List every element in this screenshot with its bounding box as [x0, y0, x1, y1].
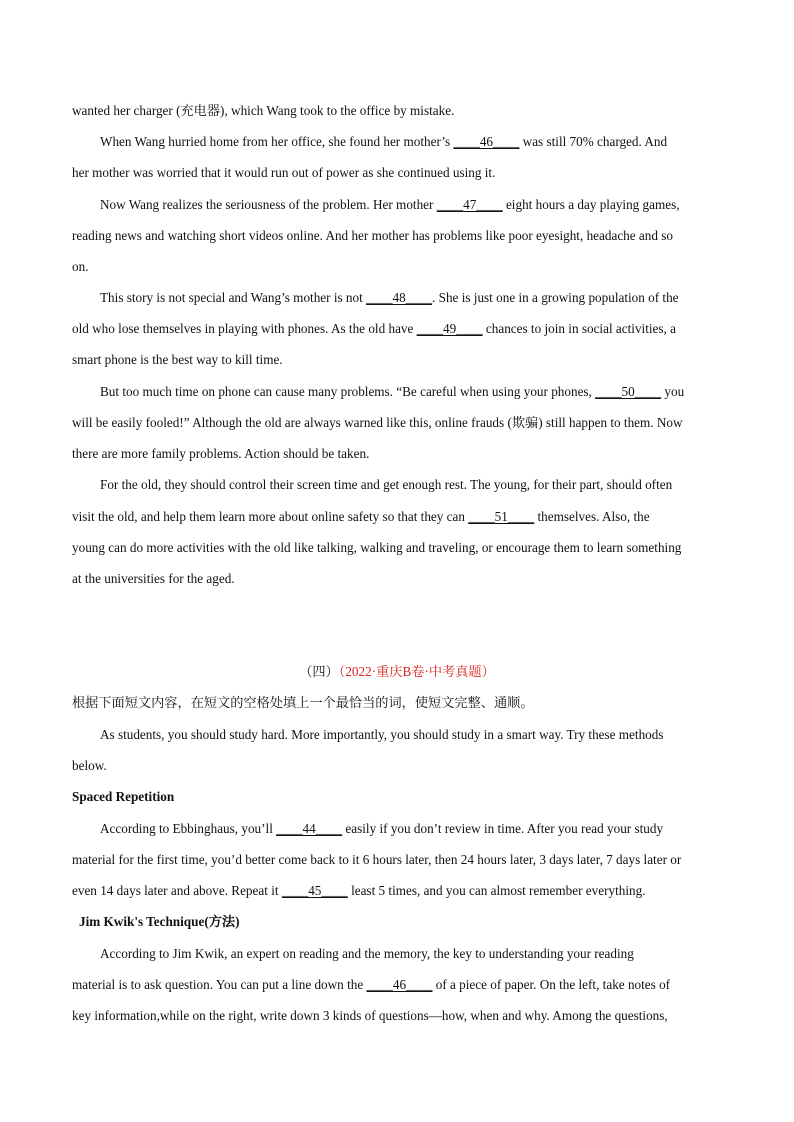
- blank-44[interactable]: ____44____: [276, 821, 343, 836]
- section-title: （四）（2022·重庆B卷·中考真题）: [299, 664, 495, 679]
- passage-line: her mother was worried that it would run out of power as she continued using it.: [72, 165, 496, 180]
- passage-line: As students, you should study hard. More importantly, you should study in a smart way. Try these methods: [100, 727, 664, 742]
- passage-line: will be easily fooled!” Although the old are always warned like this, online frauds (欺骗) still happen to them. Now: [72, 415, 683, 430]
- passage-line: below.: [72, 758, 107, 773]
- instruction: 根据下面短文内容，在短文的空格处填上一个最恰当的词，使短文完整、通顺。: [72, 695, 534, 710]
- passage-line: even 14 days later and above. Repeat it ____45____ least 5 times, and you can almost remember everything.: [72, 883, 646, 898]
- passage-line: But too much time on phone can cause many problems. “Be careful when using your phones, ____50____ you: [100, 384, 685, 399]
- passage-line: For the old, they should control their screen time and get enough rest. The young, for their part, should often: [100, 477, 673, 492]
- blank-45[interactable]: ____45____: [281, 883, 348, 898]
- passage-line: key information,while on the right, write down 3 kinds of questions—how, when and why. Among the questions,: [72, 1008, 668, 1023]
- blank-46[interactable]: ____46____: [453, 134, 520, 149]
- passage-line: smart phone is the best way to kill time.: [72, 352, 283, 367]
- heading-jim-kwik: Jim Kwik's Technique(方法): [79, 914, 240, 929]
- passage-line: visit the old, and help them learn more about online safety so that they can ____51____ themselves. Also, the: [72, 509, 650, 524]
- passage-line: on.: [72, 259, 89, 274]
- heading-spaced-repetition: Spaced Repetition: [72, 789, 175, 804]
- passage-line: This story is not special and Wang’s mother is not ____48____. She is just one in a growing population of the: [100, 290, 679, 305]
- passage-line: material for the first time, you’d better come back to it 6 hours later, then 24 hours later, 3 days later, 7 days later or: [72, 852, 682, 867]
- passage-line: When Wang hurried home from her office, she found her mother’s ____46____ was still 70% charged. And: [100, 134, 668, 149]
- passage-line: reading news and watching short videos online. And her mother has problems like poor eyesight, headache and so: [72, 228, 673, 243]
- blank-48[interactable]: ____48____: [366, 290, 433, 305]
- passage-line: According to Ebbinghaus, you’ll ____44____ easily if you don’t review in time. After you read your study: [100, 821, 664, 836]
- blank-51[interactable]: ____51____: [468, 509, 535, 524]
- blank-47[interactable]: ____47____: [436, 197, 503, 212]
- passage-line: wanted her charger (充电器), which Wang took to the office by mistake.: [72, 103, 455, 118]
- passage-line: young can do more activities with the old like talking, walking and traveling, or encourage them to learn something: [72, 540, 682, 555]
- passage-line: at the universities for the aged.: [72, 571, 235, 586]
- passage-line: According to Jim Kwik, an expert on reading and the memory, the key to understanding your reading: [100, 946, 634, 961]
- passage-line: old who lose themselves in playing with phones. As the old have ____49____ chances to join in social activities, a: [72, 321, 676, 336]
- passage-line: there are more family problems. Action should be taken.: [72, 446, 370, 461]
- passage-line: Now Wang realizes the seriousness of the problem. Her mother ____47____ eight hours a day playing games,: [100, 197, 680, 212]
- blank-46b[interactable]: ____46____: [366, 977, 433, 992]
- passage-line: material is to ask question. You can put a line down the ____46____ of a piece of paper. On the left, take notes of: [72, 977, 671, 992]
- blank-50[interactable]: ____50____: [595, 384, 662, 399]
- blank-49[interactable]: ____49____: [416, 321, 483, 336]
- section-source: （2022·重庆B卷·中考真题）: [338, 664, 495, 679]
